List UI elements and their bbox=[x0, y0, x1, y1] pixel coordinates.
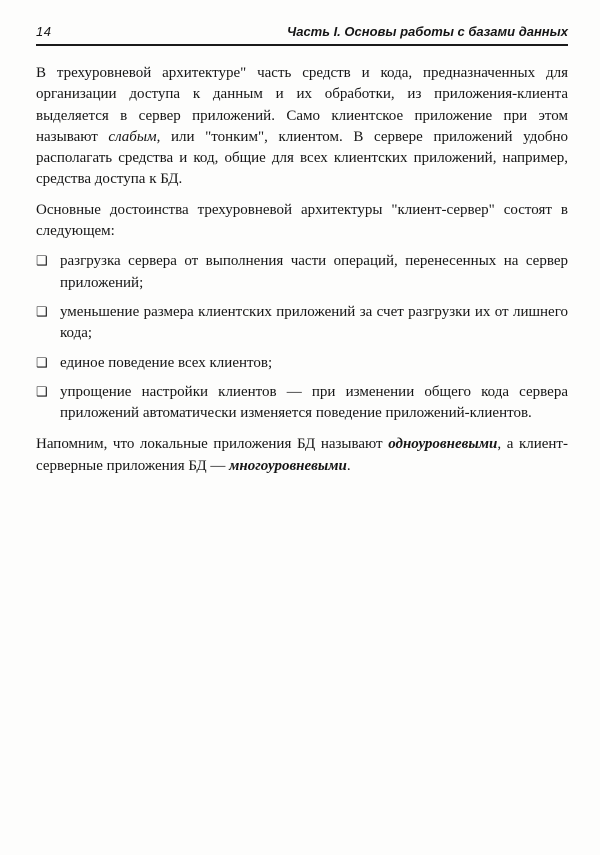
page-body bbox=[36, 63, 568, 477]
list-item bbox=[36, 302, 568, 345]
square-bullet-icon: ❑ bbox=[36, 354, 48, 370]
paragraph-note: Напомним, что локальные приложения БД называют одноуровневыми, а клиент-серверные приложения БД — многоуровневыми. bbox=[36, 436, 568, 474]
list-item-text: единое поведение всех клиентов; bbox=[60, 354, 273, 371]
list-item-text: уменьшение размера клиентских приложений за счет разгрузки их от лишнего кода; bbox=[60, 303, 568, 342]
page-number: 14 bbox=[36, 24, 52, 39]
chapter-title: Часть I. Основы работы с базами данных bbox=[287, 24, 568, 39]
page-header bbox=[36, 24, 568, 46]
paragraph-advantages-lead: Основные достоинства трехуровневой архитектуры "клиент-сервер" состоят в следующем: bbox=[36, 201, 568, 240]
list-item bbox=[36, 251, 568, 294]
square-bullet-icon: ❑ bbox=[36, 253, 48, 269]
list-item bbox=[36, 353, 568, 374]
advantages-bullet-list bbox=[36, 251, 568, 424]
list-item-text: упрощение настройки клиентов — при изменении общего кода сервера приложений автоматически изменяется поведение приложений-клиентов. bbox=[60, 383, 568, 422]
list-item-text: разгрузка сервера от выполнения части операций, перенесенных на сервер приложений; bbox=[60, 253, 568, 291]
paragraph-intro: В трехуровневой архитектуре" часть средств и кода, предназначенных для организации доступа к данным и их обработки, из приложения-клиента выделяется в сервер приложений. Само клиентское приложение при этом называют слабым, или "тонким", клиентом. В сервере приложений удобно располагать средства и код, общие для всех клиентских приложений, например, средства доступа к БД. bbox=[36, 65, 568, 188]
list-item bbox=[36, 382, 568, 425]
square-bullet-icon: ❑ bbox=[36, 383, 48, 399]
square-bullet-icon: ❑ bbox=[36, 303, 48, 319]
